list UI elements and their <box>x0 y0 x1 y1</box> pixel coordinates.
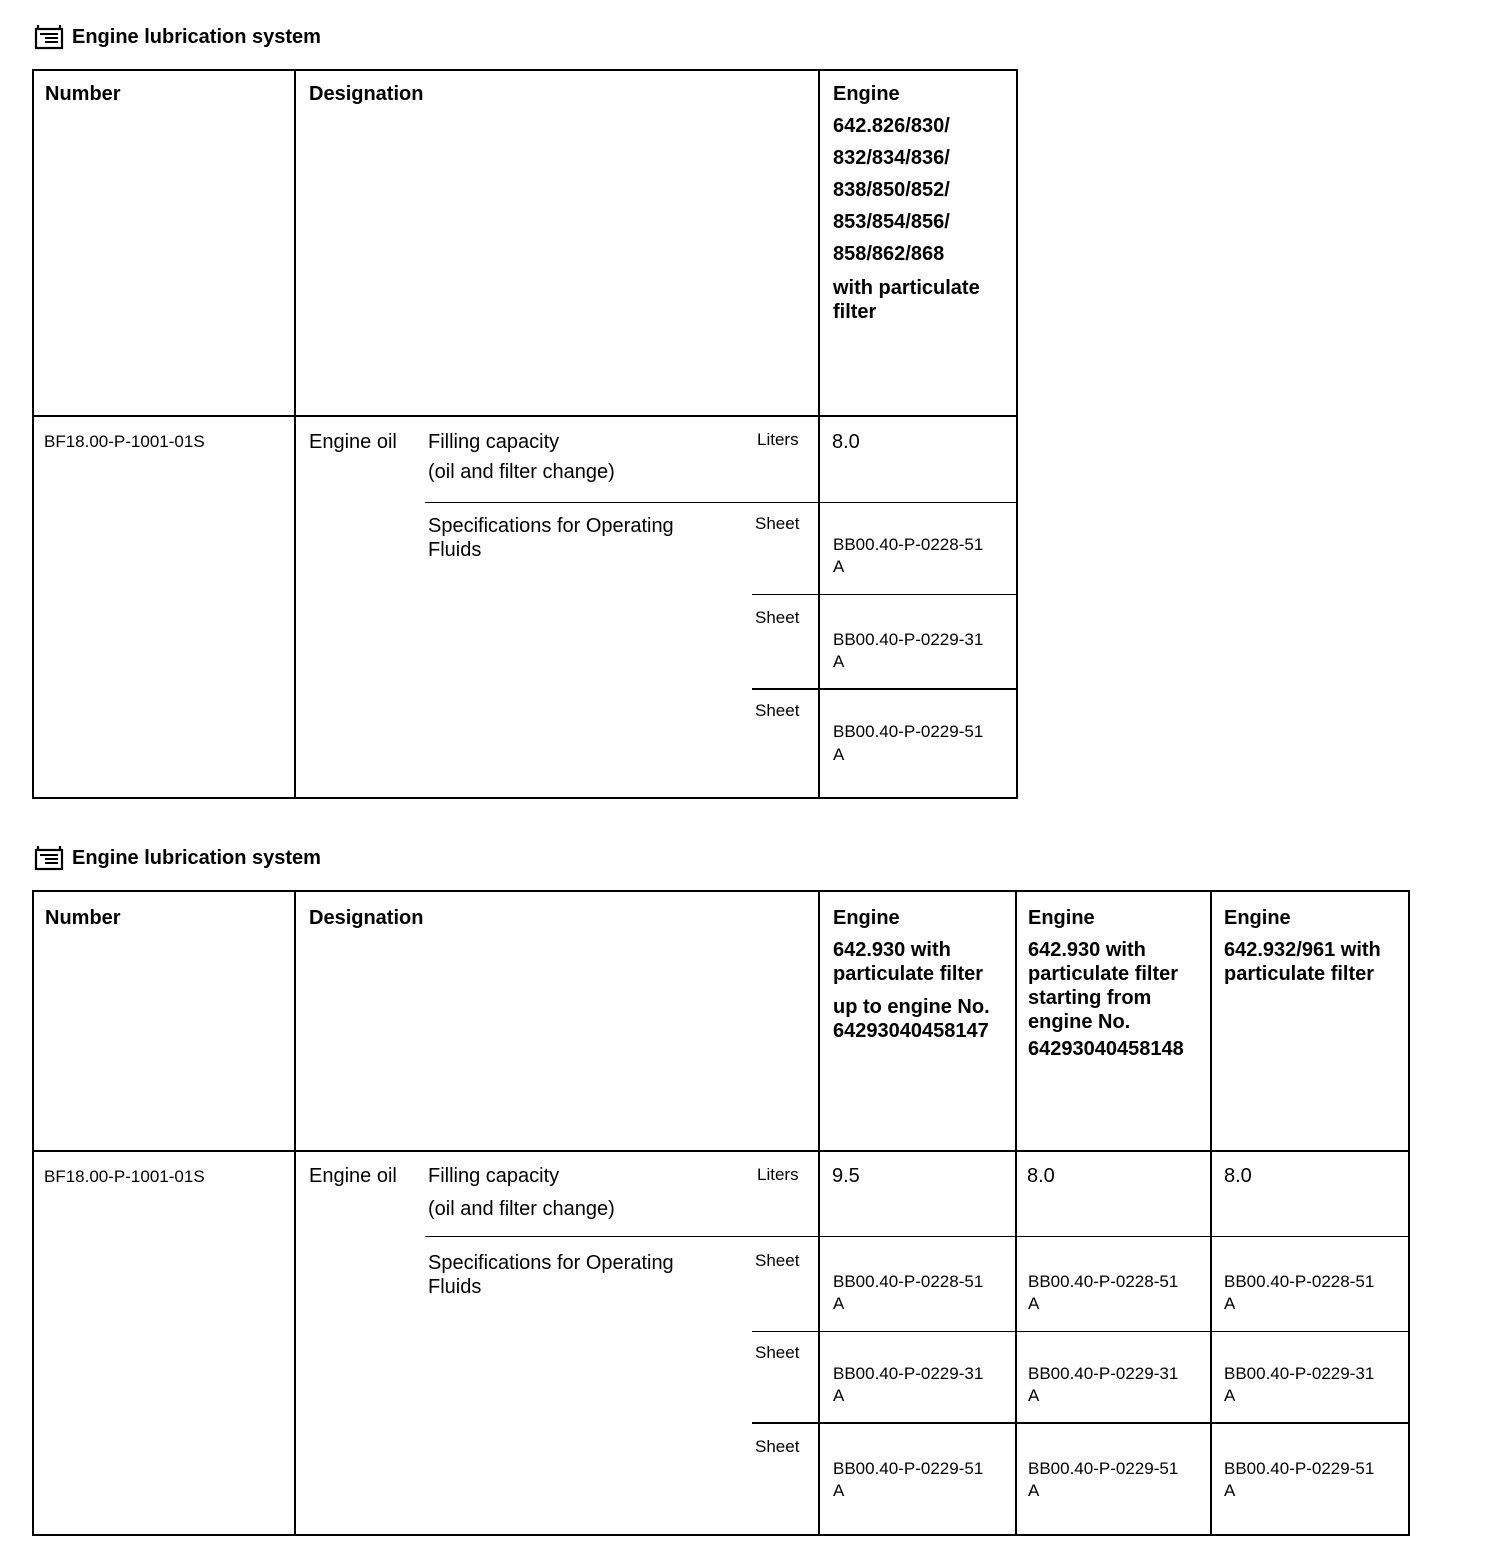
item-label: Fluids <box>428 539 482 561</box>
document-icon <box>34 845 64 871</box>
item-unit: Sheet <box>755 1343 800 1362</box>
section-heading-2 <box>34 845 321 871</box>
table-divider <box>32 415 1018 417</box>
section-heading-1 <box>34 24 321 50</box>
item-value: A <box>833 1481 845 1500</box>
engine-model-line: 642.930 with <box>1028 939 1146 961</box>
item-unit: Sheet <box>755 514 800 533</box>
engine-model-line: 853/854/856/ <box>833 211 950 233</box>
table-divider <box>294 890 296 1536</box>
engine-note: up to engine No. <box>833 996 990 1018</box>
table-divider <box>752 688 1018 690</box>
engine-model-line: 838/850/852/ <box>833 179 950 201</box>
item-value: 9.5 <box>832 1165 860 1187</box>
item-value: A <box>1224 1481 1236 1500</box>
header-engine: Engine <box>1028 907 1095 929</box>
engine-model-line: 642.930 with <box>833 939 951 961</box>
table-divider <box>818 890 820 1536</box>
row-designation: Engine oil <box>309 431 397 453</box>
table-divider <box>1210 890 1212 1536</box>
engine-model-line: 832/834/836/ <box>833 147 950 169</box>
item-value: BB00.40-P-0229-31 <box>833 1364 984 1383</box>
item-unit: Sheet <box>755 608 800 627</box>
item-label: (oil and filter change) <box>428 1198 615 1220</box>
engine-note: with particulate <box>833 277 980 299</box>
engine-model-line: starting from <box>1028 987 1152 1009</box>
item-unit: Liters <box>757 1165 799 1184</box>
item-unit: Sheet <box>755 701 800 720</box>
row-designation: Engine oil <box>309 1165 397 1187</box>
row-number: BF18.00-P-1001-01S <box>44 1167 205 1186</box>
table-divider <box>752 1422 1410 1424</box>
item-value: BB00.40-P-0228-51 <box>833 535 984 554</box>
item-value: A <box>1224 1386 1236 1405</box>
section-title: Engine lubrication system <box>72 846 321 869</box>
spec-table-2 <box>32 890 1410 1536</box>
item-label: Specifications for Operating <box>428 515 674 537</box>
engine-model-line: 642.932/961 with <box>1224 939 1381 961</box>
engine-note: 64293040458147 <box>833 1020 989 1042</box>
table-divider <box>752 594 1018 595</box>
engine-model-line: particulate filter <box>1028 963 1179 985</box>
item-value: A <box>833 652 845 671</box>
item-unit: Sheet <box>755 1251 800 1270</box>
engine-note: filter <box>833 301 877 323</box>
engine-model-line: 64293040458148 <box>1028 1038 1184 1060</box>
item-label: Specifications for Operating <box>428 1252 674 1274</box>
document-icon <box>34 24 64 50</box>
item-value: BB00.40-P-0228-51 <box>1224 1272 1375 1291</box>
item-value: 8.0 <box>1027 1165 1055 1187</box>
engine-model-line: 858/862/868 <box>833 243 945 265</box>
engine-model-line: engine No. <box>1028 1011 1131 1033</box>
header-engine: Engine <box>1224 907 1291 929</box>
header-engine: Engine <box>833 83 900 105</box>
header-number: Number <box>45 83 121 105</box>
item-value: A <box>833 557 845 576</box>
header-designation: Designation <box>309 907 424 929</box>
item-unit: Sheet <box>755 1437 800 1456</box>
table-divider <box>425 1236 1410 1237</box>
header-designation: Designation <box>309 83 424 105</box>
item-label: Filling capacity <box>428 1165 560 1187</box>
item-value: A <box>833 1294 845 1313</box>
item-value: BB00.40-P-0228-51 <box>1028 1272 1179 1291</box>
item-label: Filling capacity <box>428 431 560 453</box>
section-title: Engine lubrication system <box>72 25 321 48</box>
item-value: BB00.40-P-0229-51 <box>833 1459 984 1478</box>
header-engine: Engine <box>833 907 900 929</box>
item-label: (oil and filter change) <box>428 461 615 483</box>
item-value: BB00.40-P-0229-51 <box>1224 1459 1375 1478</box>
item-value: A <box>1028 1386 1040 1405</box>
table-divider <box>1015 890 1017 1536</box>
table-divider <box>752 1331 1410 1332</box>
item-value: BB00.40-P-0229-31 <box>1028 1364 1179 1383</box>
row-number: BF18.00-P-1001-01S <box>44 432 205 451</box>
engine-model-line: particulate filter <box>833 963 984 985</box>
item-value: BB00.40-P-0229-51 <box>1028 1459 1179 1478</box>
item-label: Fluids <box>428 1276 482 1298</box>
item-value: A <box>1028 1481 1040 1500</box>
item-value: BB00.40-P-0228-51 <box>833 1272 984 1291</box>
item-unit: Liters <box>757 430 799 449</box>
engine-model-line: particulate filter <box>1224 963 1375 985</box>
item-value: A <box>833 745 845 764</box>
table-divider <box>32 1150 1410 1152</box>
item-value: BB00.40-P-0229-31 <box>833 630 984 649</box>
table-divider <box>425 502 1018 503</box>
item-value: BB00.40-P-0229-51 <box>833 722 984 741</box>
item-value: BB00.40-P-0229-31 <box>1224 1364 1375 1383</box>
header-number: Number <box>45 907 121 929</box>
item-value: A <box>1224 1294 1236 1313</box>
item-value: 8.0 <box>832 431 860 453</box>
table-divider <box>294 69 296 799</box>
item-value: A <box>1028 1294 1040 1313</box>
engine-model-line: 642.826/830/ <box>833 115 950 137</box>
item-value: A <box>833 1386 845 1405</box>
item-value: 8.0 <box>1224 1165 1252 1187</box>
